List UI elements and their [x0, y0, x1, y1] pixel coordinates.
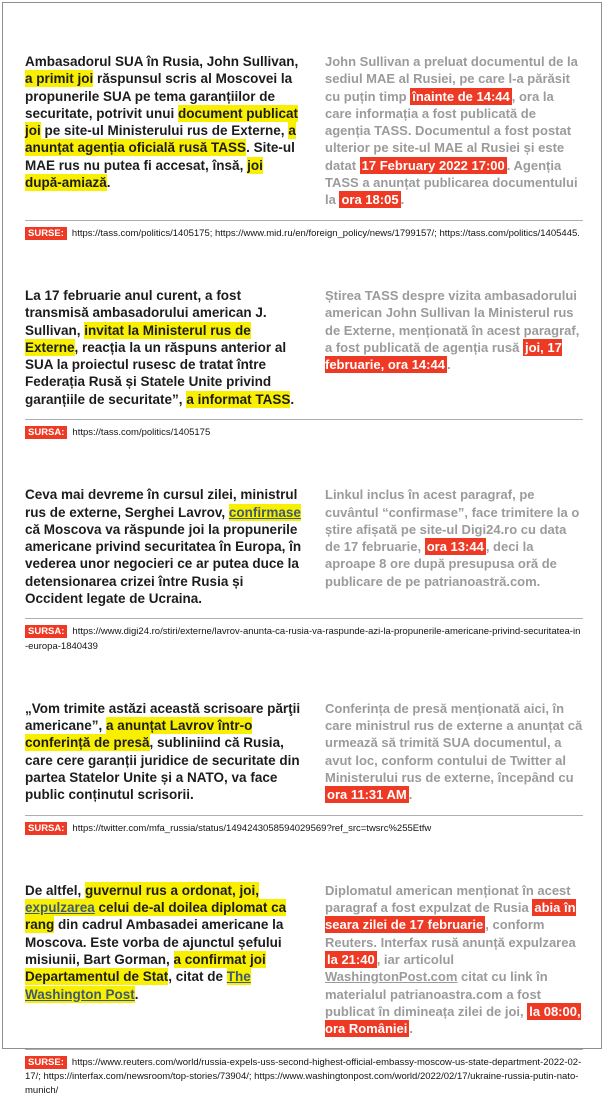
highlight-yellow: guvernul rus a ordonat, joi,: [85, 882, 260, 898]
claim-text: .: [134, 986, 139, 1002]
section-divider: [25, 815, 583, 816]
claim-text: „Vom trimite astăzi această scrisoare părţii americane”,: [25, 700, 301, 734]
annotation-text: , ora la care informația a fost publicată de agenția TASS. Documentul a fost postat ulterior pe site-ul MAE al Rusiei și este datat: [325, 88, 572, 173]
annotation-paragraph: [325, 882, 583, 1038]
highlight-red: ora 13:44: [426, 539, 484, 555]
claim-text: De altfel,: [25, 882, 86, 898]
claim-text: că Moscova va răspunde joi la propunerile americane privind securitatea în Europa, în vederea unor negocieri ce ar putea duce la detensionarea crizei între Rusia și Occident legate de Ucraina.: [25, 521, 302, 607]
section-divider: [25, 220, 583, 221]
highlight-red: la 08:00, ora României: [325, 1003, 581, 1037]
source-label: SURSA:: [25, 625, 67, 638]
annotation-text: .: [408, 787, 413, 803]
highlight-red: ora 11:31 AM: [327, 787, 407, 803]
annotation-text: , iar articolul: [376, 952, 455, 968]
source-urls: https://twitter.com/mfa_russia/status/1494243058594029569?ref_src=twsrc%255Etfw: [72, 822, 432, 834]
annotation-text: Linkul inclus în acest paragraf, pe cuvântul “confirmase”, face trimitere la o știre afișată pe site-ul Digi24.ro cu data de 17 februarie,: [325, 487, 580, 555]
source-label: SURSA:: [25, 822, 67, 835]
highlight-yellow: joi după-amiază: [25, 157, 263, 191]
fact-section: [25, 882, 583, 1098]
annotation-text: John Sullivan a preluat documentul de la sediul MAE al Rusiei, pe care l-a părăsit cu puțin timp: [325, 54, 578, 104]
claim-text: La 17 februarie anul curent, a fost transmisă ambasadorului american J. Sullivan,: [25, 287, 267, 338]
source-row: [25, 822, 583, 836]
section-divider: [25, 1049, 583, 1050]
highlight-yellow: document publicat joi: [25, 105, 299, 139]
claim-text: , reacția la un răspuns anterior al SUA la proiectul rusesc de tratat între Federația Rusă și Statele Unite privind garanțiile de securitate”,: [25, 339, 287, 407]
annotation-text: .: [409, 1021, 413, 1037]
source-urls: https://www.digi24.ro/stiri/externe/lavrov-anunta-ca-rusia-va-raspunde-azi-la-propunerile-americane-privind-securitatea-in-europa-1840439: [25, 626, 581, 652]
inline-link[interactable]: expulzarea: [25, 900, 95, 916]
section-columns: [25, 53, 583, 209]
claim-paragraph: [25, 486, 303, 607]
annotation-text: citat cu link în materialul patrianoastra.com a fost publicat în dimineața zilei de joi,: [325, 969, 548, 1019]
section-columns: [25, 700, 583, 804]
source-label: SURSE:: [25, 1056, 67, 1069]
highlight-yellow: a primit joi: [25, 71, 94, 87]
annotation-text: Diplomatul american menționat în acest paragraf a fost expulzat de Rusia: [325, 882, 571, 916]
source-row: [25, 625, 583, 654]
source-urls: https://tass.com/politics/1405175; https://www.mid.ru/en/foreign_policy/news/1799157/; https://tass.com/politics/1405445.: [71, 227, 580, 239]
annotation-text: Conferința de presă menționată aici, în care ministrul rus de externe a anunțat că urmează să trimită SUA documentul, a avut loc, conform contului de Twitter al Ministerului rus de externe, începând cu: [325, 700, 583, 786]
claim-text: , subliniind că Rusia, care cere garanții juridice de securitate din partea Statelor Unite și a NATO, va face public conținutul scrisorii.: [25, 735, 300, 803]
section-divider: [25, 618, 583, 619]
annotation-paragraph: [325, 486, 583, 607]
highlight-yellow: a informat TASS: [186, 391, 291, 407]
claim-paragraph: [25, 882, 303, 1038]
highlight-red: la 21:40: [327, 952, 375, 968]
section-columns: [25, 882, 583, 1038]
annotation-paragraph: [325, 700, 583, 804]
claim-text: pe site-ul Ministerului rus de Externe,: [40, 123, 289, 139]
annotation-text: , deci la aproape 8 ore după presupusa oră de publicare de pe patrianoastră.com.: [325, 539, 557, 589]
source-label: SURSE:: [25, 227, 67, 240]
fact-section: [25, 486, 583, 654]
fact-check-article: [25, 53, 583, 1098]
highlight-red: înainte de 14:44: [412, 88, 510, 104]
highlight-yellow: a anunțat Lavrov într-o conferință de presă: [25, 718, 253, 751]
claim-text: . Site-ul MAE rus nu putea fi accesat, însă,: [25, 140, 295, 173]
claim-text: Ceva mai devreme în cursul zilei, ministrul rus de externe, Serghei Lavrov,: [25, 487, 298, 520]
annotation-text: .: [400, 192, 405, 208]
fact-section: [25, 287, 583, 440]
claim-text: , citat de: [168, 969, 227, 985]
claim-paragraph: [25, 287, 303, 408]
claim-paragraph: [25, 53, 303, 209]
claim-text: .: [106, 175, 111, 191]
annotation-text: , conform Reuters. Interfax rusă anunță expulzarea: [325, 917, 576, 950]
inline-link[interactable]: The Washington Post: [25, 969, 251, 1002]
fact-check-page: [2, 2, 602, 1097]
source-row: [25, 1056, 583, 1098]
highlight-red: joi, 17 februarie, ora 14:44: [325, 339, 562, 373]
claim-text: răspunsul scris al Moscovei la propunerile SUA pe tema garanțiilor de securitate, potrivit unui: [25, 71, 293, 121]
annotation-paragraph: [325, 287, 583, 408]
section-divider: [25, 419, 583, 420]
highlight-red: abia în seara zilei de 17 februarie: [325, 900, 576, 933]
inline-link[interactable]: confirmase: [228, 504, 301, 520]
highlight-yellow: celui de-al doilea diplomat ca rang: [25, 900, 287, 933]
section-columns: [25, 287, 583, 408]
source-row: [25, 426, 583, 440]
inline-link[interactable]: WashingtonPost.com: [325, 969, 458, 985]
highlight-yellow: a anunțat agenția oficială rusă TASS: [25, 123, 296, 156]
claim-text: din cadrul Ambasadei americane la Moscova. Este vorba de ajunctul șefului misiunii, Bart Gorman,: [25, 917, 284, 968]
highlight-yellow: a confirmat joi Departamentul de Stat: [25, 952, 266, 985]
highlight-red: 17 February 2022 17:00: [361, 157, 505, 173]
source-urls: https://tass.com/politics/1405175: [72, 427, 211, 438]
section-columns: [25, 486, 583, 607]
annotation-text: .: [446, 357, 451, 373]
claim-text: .: [290, 391, 295, 407]
annotation-text: . Agenția TASS a anunțat publicarea documentului la: [325, 157, 578, 208]
fact-section: [25, 700, 583, 836]
highlight-red: ora 18:05: [341, 192, 399, 208]
claim-paragraph: [25, 700, 303, 804]
source-label: SURSA:: [25, 426, 67, 439]
highlight-yellow: invitat la Ministerul rus de Externe: [25, 322, 251, 355]
annotation-paragraph: [325, 53, 583, 209]
source-row: [25, 227, 583, 241]
fact-section: [25, 53, 583, 241]
annotation-text: Știrea TASS despre vizita ambasadorului american John Sullivan la Ministerul rus de Externe, menționată în acest paragraf, a fost publicată de agenția rusă: [325, 287, 580, 355]
source-urls: https://www.reuters.com/world/russia-expels-uss-second-highest-official-embassy-moscow-us-state-department-2022-02-17/; https://interfax.com/newsroom/top-stories/73904/; https://www.washingtonpost.com/world/2022/02/17/ukraine-russia-putin-nato-munich/: [25, 1056, 582, 1097]
claim-text: Ambasadorul SUA în Rusia, John Sullivan,: [25, 54, 299, 69]
